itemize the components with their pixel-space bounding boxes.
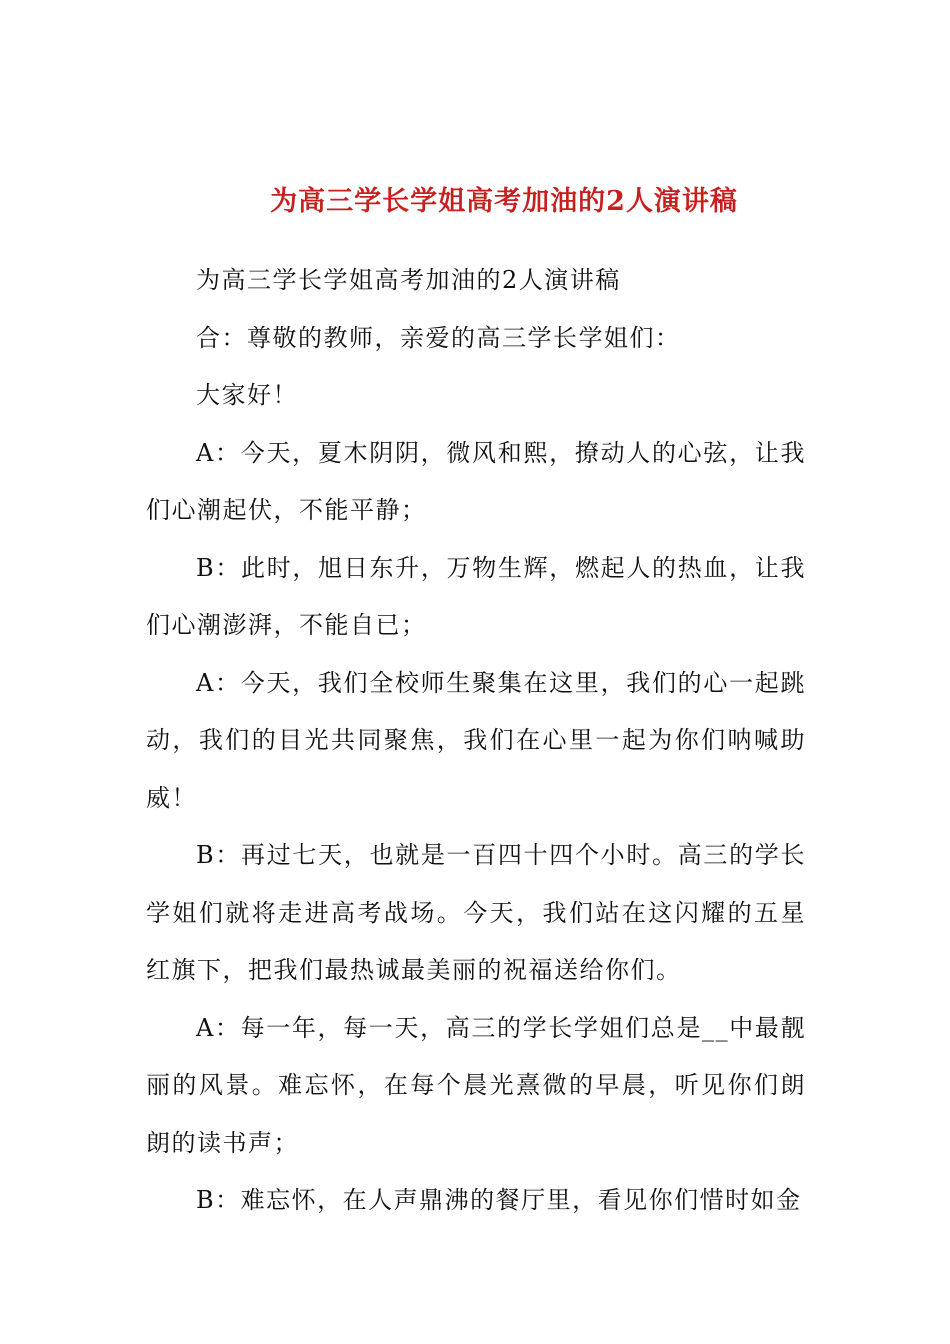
paragraph-a-2: A：今天，我们全校师生聚集在这里，我们的心一起跳动，我们的目光共同聚焦，我们在心里一起为你们呐喊助威！ [146, 668, 806, 812]
paragraph-a-1: A：今天，夏木阴阴，微风和熙，撩动人的心弦，让我们心潮起伏，不能平静； [146, 438, 806, 524]
paragraph-salutation: 合：尊敬的教师，亲爱的高三学长学姐们： [196, 323, 681, 352]
document-body [146, 252, 806, 1230]
paragraph-b-2: B：再过七天，也就是一百四十四个小时。高三的学长学姐们就将走进高考战场。今天，我们站在这闪耀的五星红旗下，把我们最热诚最美丽的祝福送给你们。 [146, 841, 806, 984]
paragraph-b-1: B：此时，旭日东升，万物生辉，燃起人的热血，让我们心潮澎湃，不能自已； [146, 553, 806, 639]
document-title: 为高三学长学姐高考加油的2人演讲稿 [270, 186, 738, 217]
paragraph-a-3: A：每一年，每一天，高三的学长学姐们总是__中最靓丽的风景。难忘怀，在每个晨光熹微的早晨，听见你们朗朗的读书声； [146, 1013, 806, 1157]
paragraph-b-3: B：难忘怀，在人声鼎沸的餐厅里，看见你们惜时如金 [196, 1186, 802, 1214]
paragraph-subtitle: 为高三学长学姐高考加油的2人演讲稿 [196, 266, 621, 294]
paragraph-greeting: 大家好！ [196, 381, 298, 409]
